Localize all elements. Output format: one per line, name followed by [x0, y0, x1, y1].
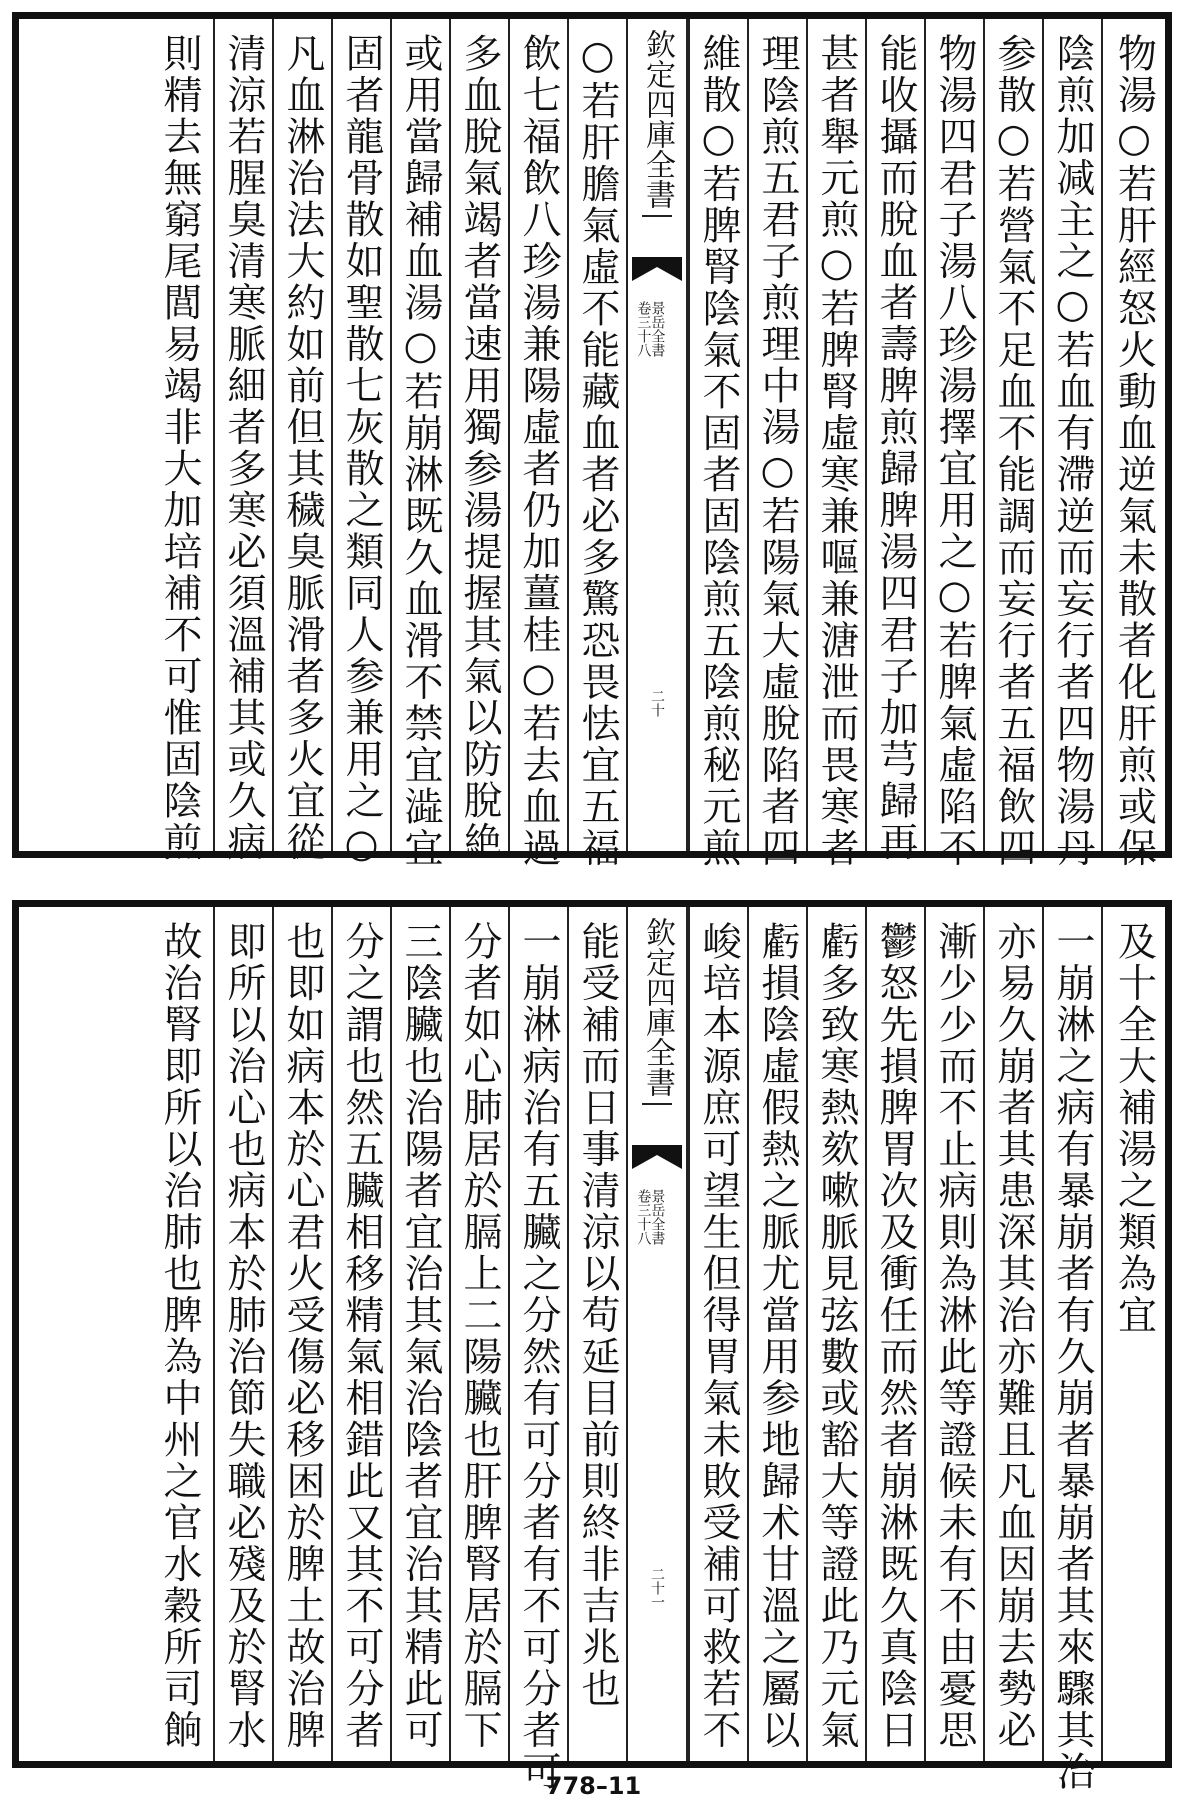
column-text: 陰煎加减主之○若血有滯逆而妄行者四物湯丹: [1050, 33, 1095, 869]
text-columns: [19, 19, 1165, 869]
column-text: 固者龍骨散如聖散七灰散之類同人参兼用之○: [339, 33, 384, 869]
text-column: [747, 19, 806, 869]
center-margin: [626, 19, 688, 851]
text-column: [865, 907, 924, 1761]
column-text: 虧損陰虛假熱之脈尤當用参地歸术甘溫之屬以: [755, 921, 800, 1751]
book-series-title: 欽定四庫全書: [642, 917, 672, 1105]
text-column: [865, 19, 924, 863]
text-column: [390, 907, 449, 1761]
text-column: [924, 19, 983, 869]
text-column: [1042, 19, 1101, 869]
volume-label: 卷三十八: [635, 1189, 652, 1245]
page-footer-number: 778–11: [545, 1772, 642, 1800]
book-title: 景岳全書: [649, 1189, 666, 1245]
column-text: 甚者舉元煎○若脾腎虛寒兼嘔兼溏泄而畏寒者: [814, 33, 859, 869]
text-column: [983, 907, 1042, 1761]
column-text: 虧多致寒熱欬嗽脈見弦數或豁大等證此乃元氣: [814, 921, 859, 1751]
page-number: 二十一: [649, 1567, 665, 1609]
column-text: 則精去無窮尾閭易竭非大加培補不可惟固陰煎: [157, 33, 202, 863]
text-column: [331, 907, 390, 1761]
text-column: [331, 19, 390, 869]
text-column: [1101, 19, 1165, 869]
text-column: [688, 907, 747, 1761]
volume-label: 卷三十八: [635, 301, 652, 357]
column-text: 峻培本源庶可望生但得胃氣未敗受補可救若不: [696, 921, 741, 1751]
column-text: 故治腎即所以治肺也脾為中州之官水穀所司餉: [157, 921, 202, 1751]
text-column: [747, 907, 806, 1761]
text-column: [508, 907, 567, 1793]
fishtail-mark-icon: [632, 1145, 682, 1169]
fishtail-mark-icon: [632, 257, 682, 281]
text-column: [806, 907, 865, 1761]
page-number: 二十: [649, 689, 665, 717]
column-text: 也即如病本於心君火受傷必移困於脾土故治脾: [280, 921, 325, 1751]
column-text: 一崩淋之病有暴崩者有久崩者暴崩者其來驟其治: [1050, 921, 1095, 1793]
book-series-title: 欽定四庫全書: [642, 29, 672, 217]
column-text: 多血脫氣竭者當速用獨参湯提握其氣以防脫絶: [457, 33, 502, 863]
text-column: [449, 907, 508, 1761]
column-text: 飲七福飲八珍湯兼陽虛者仍加薑桂○若去血過: [516, 33, 561, 869]
text-column: [1042, 907, 1101, 1793]
column-text: 分者如心肺居於膈上二陽臟也肝脾腎居於膈下: [457, 921, 502, 1751]
text-column: [213, 19, 272, 863]
text-column: [390, 19, 449, 869]
text-column: [213, 907, 272, 1761]
text-column: [272, 907, 331, 1761]
column-text: 三陰臟也治陽者宜治其氣治陰者宜治其精此可: [398, 921, 443, 1751]
text-column: [1101, 907, 1165, 1761]
column-text: 物湯○若肝經怒火動血逆氣未散者化肝煎或保: [1111, 33, 1157, 869]
column-text: 物湯四君子湯八珍湯擇宜用之○若脾氣虛陷不: [932, 33, 977, 869]
text-column: [146, 19, 213, 863]
column-text: 分之謂也然五臟相移精氣相錯此又其不可分者: [339, 921, 384, 1751]
text-column: [567, 19, 626, 869]
column-text: 亦易久崩者其患深其治亦難且凡血因崩去勢必: [991, 921, 1036, 1751]
column-text: 即所以治心也病本於肺治節失職必殘及於腎水: [221, 921, 266, 1751]
column-text: 漸少少而不止病則為淋此等證候未有不由憂思: [932, 921, 977, 1751]
text-column: [924, 907, 983, 1761]
text-column: [449, 19, 508, 863]
column-text: 凡血淋治法大約如前但其穢臭脈滑者多火宜從: [280, 33, 325, 863]
column-text: 理陰煎五君子煎理中湯○若陽氣大虛脫陷者四: [755, 33, 800, 869]
column-text: 維散○若脾腎陰氣不固者固陰煎五陰煎秘元煎: [696, 33, 741, 869]
column-text: 或用當歸補血湯○若崩淋既久血滑不禁宜澁宜: [398, 33, 443, 869]
column-text: 及十全大補湯之類為宜: [1111, 921, 1157, 1336]
column-text: 能受補而日事清涼以苟延目前則終非吉兆也: [575, 921, 620, 1710]
book-title: 景岳全書: [649, 301, 666, 357]
text-column: [806, 19, 865, 869]
text-column: [146, 907, 213, 1761]
text-column: [272, 19, 331, 863]
text-column: [983, 19, 1042, 869]
center-margin: [626, 907, 688, 1761]
page-panel-top: [12, 12, 1172, 869]
column-text: 清涼若腥臭清寒脈細者多寒必須溫補其或久病: [221, 33, 266, 863]
column-text: ○若肝膽氣虛不能藏血者必多驚恐畏怯宜五福: [575, 33, 620, 869]
column-text: 一崩淋病治有五臟之分然有可分者有不可分者可: [516, 921, 561, 1793]
column-text: 鬱怒先損脾胃次及衝任而然者崩淋既久真陰日: [873, 921, 918, 1751]
column-text: 参散○若營氣不足血不能調而妄行者五福飲四: [991, 33, 1036, 869]
column-text: 能收攝而脫血者壽脾煎歸脾湯四君子加芎歸再: [873, 33, 918, 863]
text-column: [508, 19, 567, 869]
text-column: [688, 19, 747, 869]
text-column: [567, 907, 626, 1761]
